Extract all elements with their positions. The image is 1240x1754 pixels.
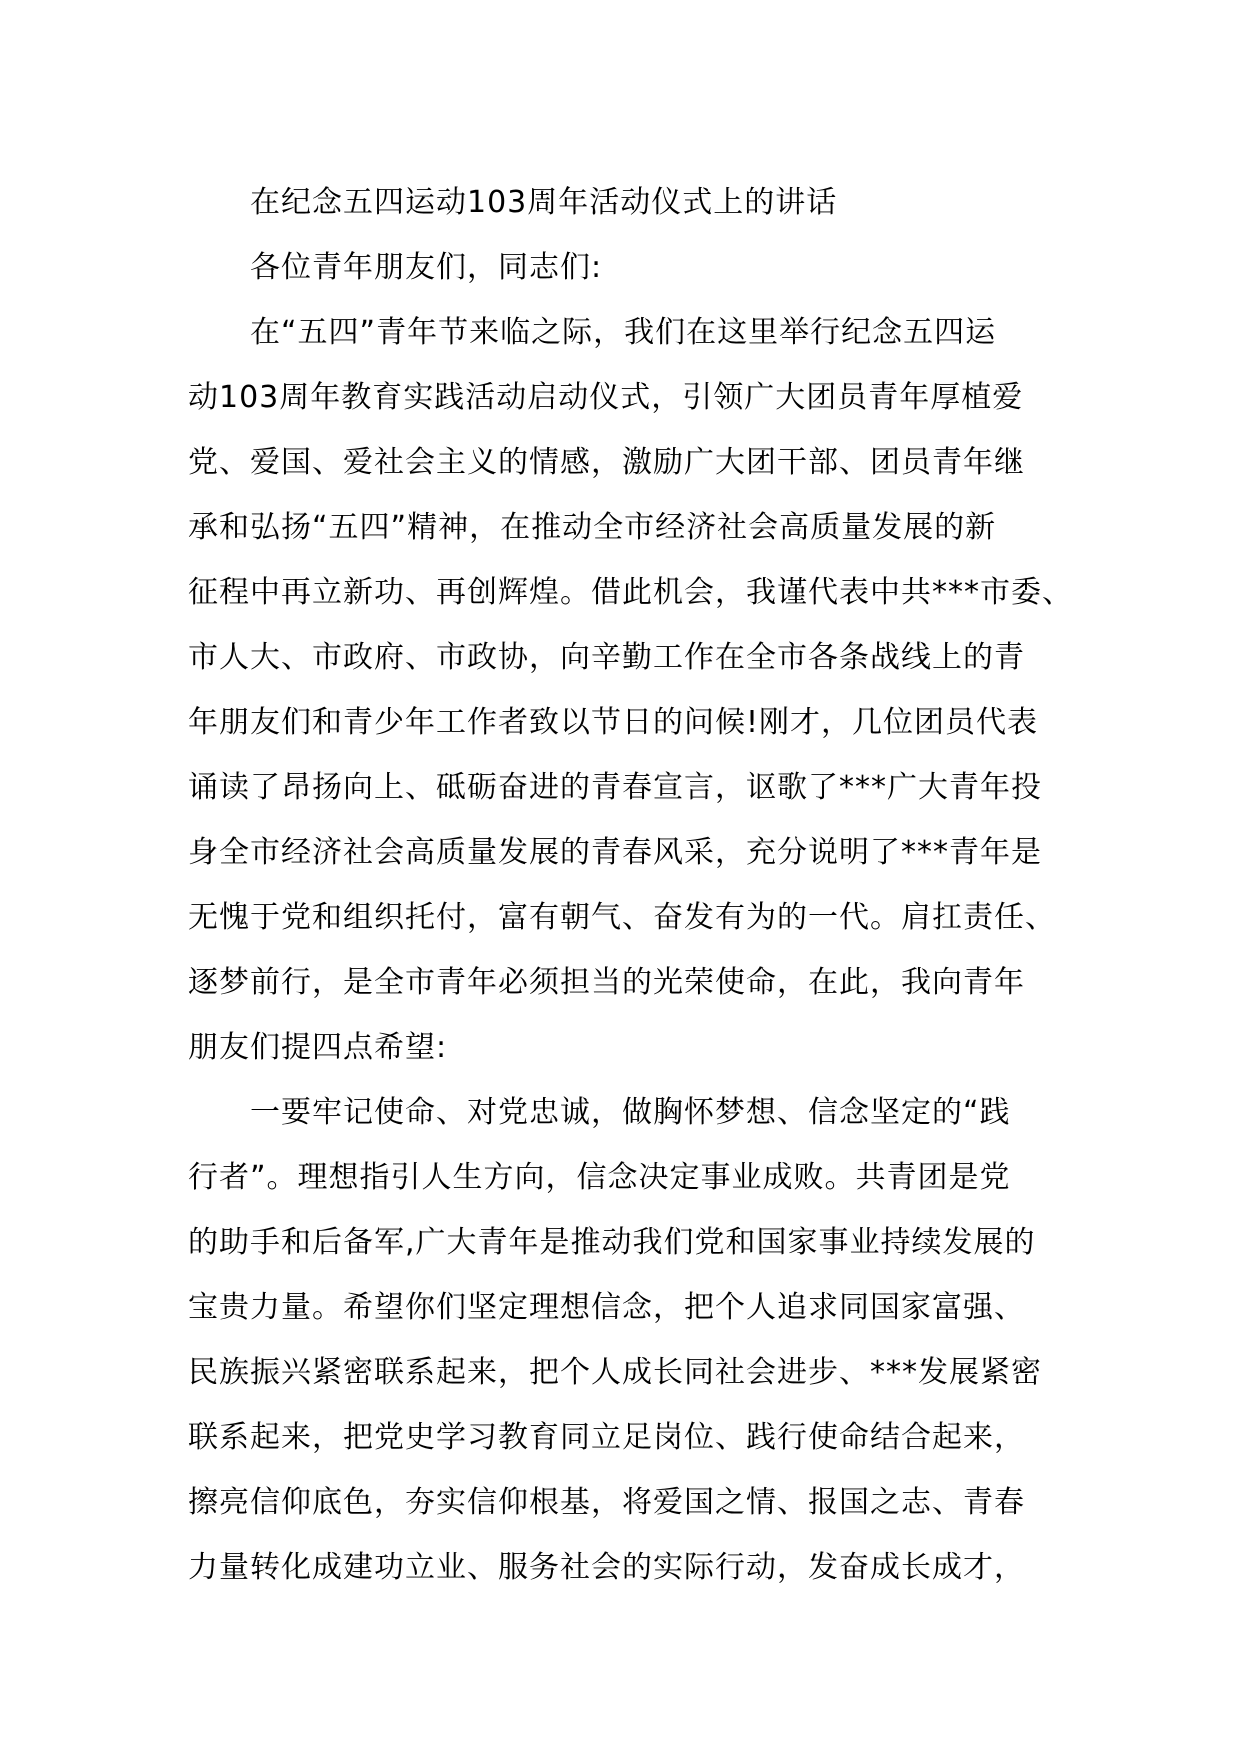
paragraph-line: 承和弘扬“五四”精神，在推动全市经济社会高质量发展的新 <box>188 510 997 545</box>
paragraph-line: 年朋友们和青少年工作者致以节日的问候!刚才，几位团员代表 <box>188 705 1039 740</box>
paragraph-line: 行者”。理想指引人生方向，信念决定事业成败。共青团是党 <box>188 1160 1011 1195</box>
paragraph-line: 联系起来，把党史学习教育同立足岗位、践行使命结合起来， <box>188 1420 1025 1455</box>
paragraph-line: 力量转化成建功立业、服务社会的实际行动，发奋成长成才， <box>188 1550 1025 1585</box>
paragraph-1 <box>188 300 1073 1080</box>
paragraph-line: 民族振兴紧密联系起来，把个人成长同社会进步、***发展紧密 <box>188 1355 1042 1390</box>
paragraph-line: 在“五四”青年节来临之际，我们在这里举行纪念五四运 <box>250 315 997 350</box>
paragraph-line: 擦亮信仰底色，夯实信仰根基，将爱国之情、报国之志、青春 <box>188 1485 1025 1520</box>
paragraph-line: 诵读了昂扬向上、砥砺奋进的青春宣言，讴歌了***广大青年投 <box>188 770 1042 805</box>
paragraph-line: 动103周年教育实践活动启动仪式，引领广大团员青年厚植爱 <box>188 380 1024 415</box>
paragraph-line: 无愧于党和组织托付，富有朝气、奋发有为的一代。肩扛责任、 <box>188 900 1056 935</box>
paragraph-line: 的助手和后备军,广大青年是推动我们党和国家事业持续发展的 <box>188 1225 1036 1260</box>
paragraph-line: 党、爱国、爱社会主义的情感，激励广大团干部、团员青年继 <box>188 445 1025 480</box>
paragraph-line: 逐梦前行，是全市青年必须担当的光荣使命，在此，我向青年 <box>188 965 1025 1000</box>
document-title: 在纪念五四运动103周年活动仪式上的讲话 <box>250 185 838 220</box>
paragraph-line: 一要牢记使命、对党忠诚，做胸怀梦想、信念坚定的“践 <box>250 1095 1011 1130</box>
paragraph-line: 朋友们提四点希望: <box>188 1030 448 1065</box>
paragraph-line: 身全市经济社会高质量发展的青春风采，充分说明了***青年是 <box>188 835 1042 870</box>
salutation: 各位青年朋友们，同志们: <box>250 250 603 285</box>
paragraph-line: 宝贵力量。希望你们坚定理想信念，把个人追求同国家富强、 <box>188 1290 1025 1325</box>
paragraph-line: 征程中再立新功、再创辉煌。借此机会，我谨代表中共***市委、 <box>188 575 1073 610</box>
paragraph-2 <box>188 1080 1068 1600</box>
paragraph-line: 市人大、市政府、市政协，向辛勤工作在全市各条战线上的青 <box>188 640 1025 675</box>
document-body <box>188 170 1073 1600</box>
